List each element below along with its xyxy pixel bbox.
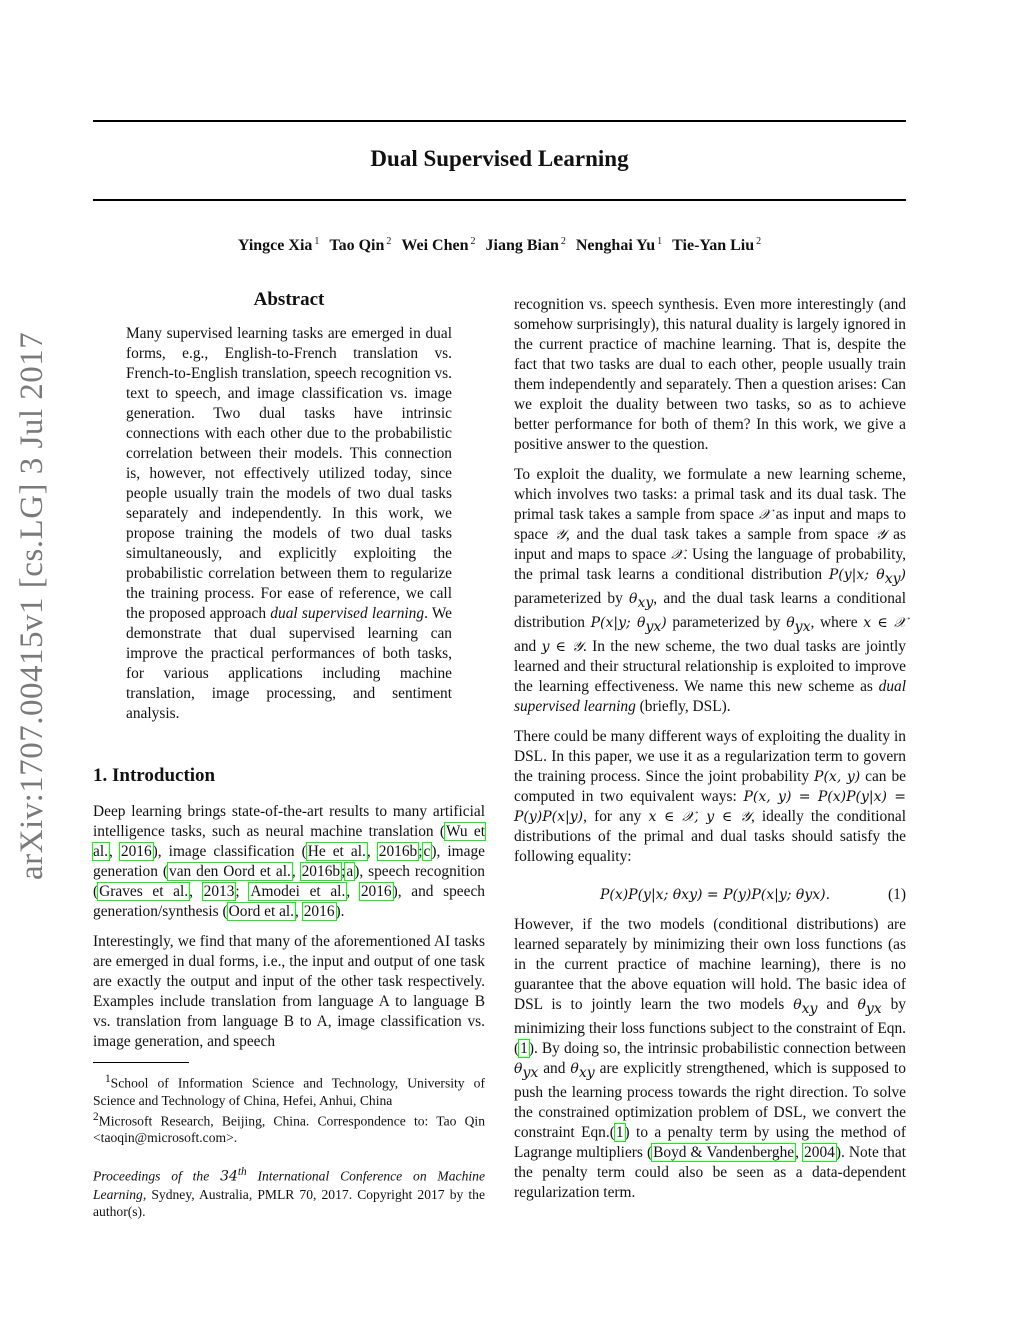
equation-ref-link[interactable]: 1 [520, 1040, 528, 1058]
arxiv-stamp: arXiv:1707.00415v1 [cs.LG] 3 Jul 2017 [14, 331, 50, 880]
title-top-rule [93, 120, 906, 122]
abstract-heading: Abstract [253, 289, 325, 310]
citation-link[interactable]: 2016 [360, 883, 392, 900]
author-name: Wei Chen $^2$ [401, 236, 476, 255]
author-affiliation-marker: 1 [314, 236, 320, 247]
author-name: Yingce Xia $^1$ [237, 236, 320, 255]
author-affiliation-marker: 2 [470, 236, 476, 247]
citation-link[interactable]: Wu et al. [93, 823, 485, 860]
intro-paragraph-1: Deep learning brings state-of-the-art results to many artificial intelligence tasks, such as neural machine translation (Wu et al., 2016), image classification (He et al., 2016b;c), image generation (van den Oord et al., 2016b;a), speech recognition (Graves et al., 2013; Amodei et al., 2016), and speech generation/synthesis (Oord et al., 2016). [93, 803, 485, 920]
author-list [93, 236, 906, 255]
equation-number: (1) [888, 886, 906, 904]
citation-link[interactable]: 2004 [804, 1144, 835, 1162]
citation-link[interactable]: a [346, 863, 354, 880]
citation-link[interactable]: Amodei et al. [250, 883, 346, 900]
citation-link[interactable]: 2016b [378, 843, 418, 860]
footnote-rule [93, 1062, 189, 1063]
author-name: Jiang Bian $^2$ [485, 236, 566, 255]
right-paragraph-3: There could be many different ways of exploiting the duality in DSL. In this paper, we use it as a regularization term to govern the training process. Since the joint probability P(x, y) can be computed in two equivalent ways: P(x, y) = P(x)P(y|x) = P(y)P(x|y), for any x ∈ 𝒳, y ∈ 𝒴, ideally the conditional distributions of the primal and dual tasks should satisfy the following equality: [514, 728, 907, 866]
equation-ref-link[interactable]: 1 [615, 1124, 624, 1142]
intro-paragraph-2: Interestingly, we find that many of the aforementioned AI tasks are emerged in dual forms, i.e., the input and output of one task are exactly the output and input of the other task respectively. Examples include translation from language A to language B vs. translation from language B to A, image classification vs. image generation, and speech [93, 933, 485, 1050]
citation-link[interactable]: Graves et al. [99, 883, 189, 900]
right-paragraph-1: recognition vs. speech synthesis. Even more interestingly (and somehow surprisingly), this natural duality is largely ignored in the current practice of machine learning. That is, despite the fact that two tasks are dual to each other, people usually train them independently and separately. Then a question arises: Can we exploit the duality between two tasks, so as to achieve better performance for both of them? In this work, we give a positive answer to the question. [514, 296, 906, 453]
citation-link[interactable]: Boyd & Vandenberghe [653, 1144, 795, 1162]
citation-link[interactable]: He et al. [307, 843, 366, 860]
citation-link[interactable]: 2016 [303, 903, 335, 920]
proceedings-note: Proceedings of the 34th International Conference on Machine Learning, Sydney, Australia, PMLR 70, 2017. Copyright 2017 by the author(s). [93, 1166, 485, 1219]
equation-body: P(x)P(y|x; θxy) = P(y)P(x|y; θyx). [599, 887, 831, 904]
citation-link[interactable]: 2016b [301, 863, 341, 880]
right-paragraph-2: To exploit the duality, we formulate a new learning scheme, which involves two tasks: a primal task and its dual task. The primal task takes a sample from space 𝒳 as input and maps to space 𝒴, and the dual task takes a sample from space 𝒴 as input and maps to space 𝒳. Using the language of probability, the primal task learns a conditional distribution P(y|x; $\theta_{xy}$) parameterized by $\theta_{xy}$, and the dual task learns a conditional distribution P(x|y; $\theta_{yx}$) parameterized by $\theta_{yx}$, where x ∈ 𝒳 and y ∈ 𝒴. In the new scheme, the two dual tasks are jointly learned and their structural relationship is exploited to improve the learning effectiveness. We name this new scheme as dual supervised learning (briefly, DSL). [514, 466, 907, 716]
right-paragraph-4: However, if the two models (conditional distributions) are learned separately by minimizing their own loss functions (as in the current practice of machine learning), there is no guarantee that the above equation will hold. The basic idea of DSL is to jointly learn the two models $\theta_{xy}$ and $\theta_{yx}$ by minimizing their loss functions subject to the constraint of Eqn.(1). By doing so, the intrinsic probabilistic connection between $\theta_{yx}$ and $\theta_{xy}$ are explicitly strengthened, which is supposed to push the learning process towards the right direction. To solve the constrained optimization problem of DSL, we convert the constraint Eqn.(1) to a penalty term by using the method of Lagrange multipliers (Boyd & Vandenberghe, 2004). Note that the penalty term could also be seen as a data-dependent regularization term. [514, 916, 906, 1202]
citation-link[interactable]: c [423, 843, 431, 860]
citation-link[interactable]: van den Oord et al. [169, 863, 291, 880]
abstract-body: Many supervised learning tasks are emerged in dual forms, e.g., English-to-French translation vs. French-to-English translation, speech recognition vs. text to speech, and image classification vs. image generation. Two dual tasks have intrinsic connections with each other due to the probabilistic correlation between their models. This connection is, however, not effectively utilized today, since people usually train the models of two dual tasks separately and independently. In this work, we propose training the models of two dual tasks simultaneously, and explicitly exploiting the probabilistic correlation between them to regularize the training process. For ease of reference, we call the proposed approach dual supervised learning. We demonstrate that dual supervised learning can improve the practical performances of both tasks, for various applications including machine translation, image processing, and sentiment analysis. [126, 325, 452, 722]
author-affiliation-marker: 2 [756, 236, 762, 247]
author-name: Tao Qin $^2$ [329, 236, 392, 255]
author-name: Nenghai Yu $^1$ [575, 236, 663, 255]
author-affiliation-marker: 2 [560, 236, 566, 247]
paper-title: Dual Supervised Learning [370, 146, 629, 171]
title-bottom-rule [93, 199, 906, 201]
author-affiliation-marker: 1 [657, 236, 663, 247]
left-column [93, 290, 485, 1220]
equation-1 [514, 885, 906, 905]
author-name: Tie-Yan Liu $^2$ [672, 236, 762, 255]
citation-link[interactable]: Oord et al. [228, 903, 295, 920]
section-heading-introduction: 1. Introduction [93, 765, 216, 786]
abstract-emphasis: dual supervised learning [270, 605, 425, 622]
citation-link[interactable]: 2013 [203, 883, 235, 900]
right-column [514, 295, 906, 1213]
citation-link[interactable]: 2016 [120, 843, 152, 860]
author-affiliation-marker: 2 [386, 236, 392, 247]
affiliation-footnote: $^1$School of Information Science and Technology, University of Science and Technology of China, Hefei, Anhui, China $^2$Microsoft Research, Beijing, China. Correspondence to: Tao Qin <taoqin@microsoft.com>. [93, 1073, 485, 1146]
